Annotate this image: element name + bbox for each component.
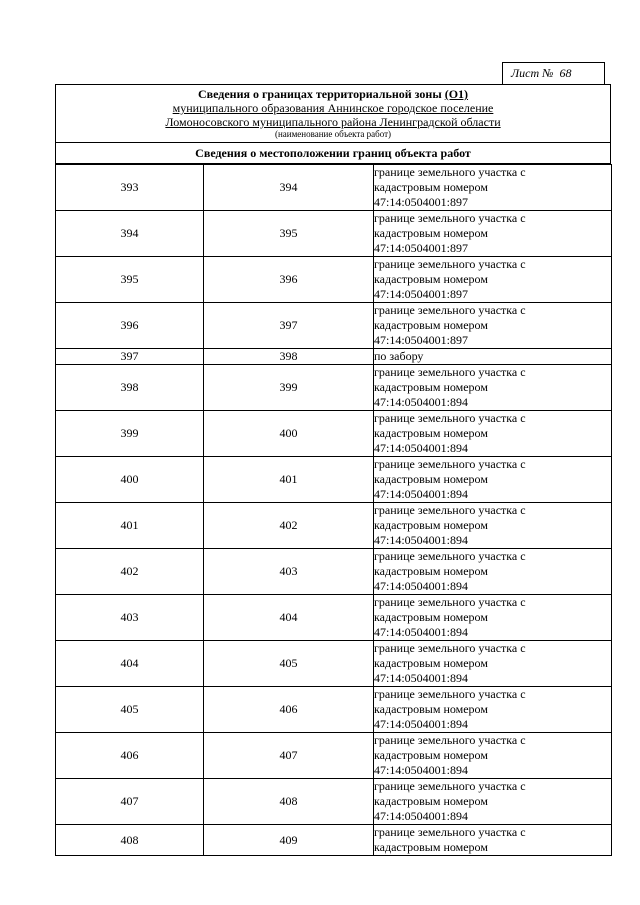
boundary-description-cell <box>374 349 612 365</box>
description-line: границе земельного участка с <box>374 641 526 655</box>
description-line: 47:14:0504001:894 <box>374 671 469 685</box>
description-line: кадастровым номером <box>374 702 488 716</box>
table-row <box>56 257 612 303</box>
table-row <box>56 595 612 641</box>
point-to-cell: 404 <box>204 595 374 641</box>
boundary-description-cell <box>374 825 612 856</box>
header-district: Ломоносовского муниципального района Ленинградской области <box>165 115 501 129</box>
point-from-cell: 404 <box>56 641 204 687</box>
point-from-cell: 402 <box>56 549 204 595</box>
document-header <box>55 84 611 164</box>
table-row <box>56 349 612 365</box>
boundary-table-body <box>56 165 612 856</box>
description-line: кадастровым номером <box>374 656 488 670</box>
table-row <box>56 549 612 595</box>
table-row <box>56 211 612 257</box>
description-line: границе земельного участка с <box>374 257 526 271</box>
description-line: границе земельного участка с <box>374 165 526 179</box>
point-to-cell: 401 <box>204 457 374 503</box>
description-line: границе земельного участка с <box>374 303 526 317</box>
table-row <box>56 733 612 779</box>
sheet-label: Лист № <box>511 66 554 80</box>
table-row <box>56 411 612 457</box>
description-line: кадастровым номером <box>374 748 488 762</box>
boundary-description-cell <box>374 257 612 303</box>
point-from-cell: 399 <box>56 411 204 457</box>
table-row <box>56 641 612 687</box>
boundary-description-cell <box>374 303 612 349</box>
point-from-cell: 406 <box>56 733 204 779</box>
description-line: 47:14:0504001:894 <box>374 809 469 823</box>
point-to-cell: 397 <box>204 303 374 349</box>
description-line: кадастровым номером <box>374 472 488 486</box>
point-from-cell: 405 <box>56 687 204 733</box>
description-line: 47:14:0504001:894 <box>374 487 469 501</box>
description-line: 47:14:0504001:894 <box>374 533 469 547</box>
description-line: 47:14:0504001:894 <box>374 763 469 777</box>
description-line: границе земельного участка с <box>374 595 526 609</box>
description-line: 47:14:0504001:897 <box>374 195 469 209</box>
description-line: кадастровым номером <box>374 610 488 624</box>
point-to-cell: 402 <box>204 503 374 549</box>
point-from-cell: 395 <box>56 257 204 303</box>
table-row <box>56 503 612 549</box>
description-line: 47:14:0504001:897 <box>374 241 469 255</box>
description-line: границе земельного участка с <box>374 411 526 425</box>
point-to-cell: 396 <box>204 257 374 303</box>
sheet-number: 68 <box>559 66 572 80</box>
header-title <box>56 87 610 101</box>
description-line: границе земельного участка с <box>374 211 526 225</box>
boundary-description-cell <box>374 549 612 595</box>
point-to-cell: 395 <box>204 211 374 257</box>
header-title-zone: (О1) <box>444 87 469 101</box>
header-note: (наименование объекта работ) <box>274 129 392 139</box>
description-line: по забору <box>374 349 424 363</box>
table-row <box>56 365 612 411</box>
boundary-description-cell <box>374 365 612 411</box>
description-line: кадастровым номером <box>374 272 488 286</box>
description-line: границе земельного участка с <box>374 457 526 471</box>
boundary-description-cell <box>374 641 612 687</box>
description-line: кадастровым номером <box>374 318 488 332</box>
description-line: 47:14:0504001:897 <box>374 333 469 347</box>
point-from-cell: 396 <box>56 303 204 349</box>
description-line: кадастровым номером <box>374 794 488 808</box>
description-line: 47:14:0504001:894 <box>374 625 469 639</box>
boundary-description-cell <box>374 457 612 503</box>
point-from-cell: 403 <box>56 595 204 641</box>
point-to-cell: 407 <box>204 733 374 779</box>
description-line: 47:14:0504001:894 <box>374 395 469 409</box>
table-row <box>56 825 612 856</box>
description-line: границе земельного участка с <box>374 733 526 747</box>
description-line: 47:14:0504001:897 <box>374 287 469 301</box>
table-row <box>56 457 612 503</box>
boundary-description-cell <box>374 687 612 733</box>
point-from-cell: 398 <box>56 365 204 411</box>
header-title-prefix: Сведения о границах территориальной зоны <box>197 87 445 101</box>
description-line: границе земельного участка с <box>374 503 526 517</box>
description-line: границе земельного участка с <box>374 825 526 839</box>
table-row <box>56 687 612 733</box>
boundary-description-cell <box>374 779 612 825</box>
point-to-cell: 406 <box>204 687 374 733</box>
description-line: кадастровым номером <box>374 380 488 394</box>
header-block <box>56 85 610 143</box>
description-line: кадастровым номером <box>374 518 488 532</box>
table-row <box>56 779 612 825</box>
description-line: кадастровым номером <box>374 564 488 578</box>
point-from-cell: 407 <box>56 779 204 825</box>
point-from-cell: 400 <box>56 457 204 503</box>
boundary-description-cell <box>374 503 612 549</box>
point-from-cell: 393 <box>56 165 204 211</box>
point-to-cell: 394 <box>204 165 374 211</box>
point-from-cell: 401 <box>56 503 204 549</box>
boundary-description-cell <box>374 733 612 779</box>
point-from-cell: 408 <box>56 825 204 856</box>
description-line: 47:14:0504001:894 <box>374 717 469 731</box>
header-municipality: муниципального образования Аннинское городское поселение <box>172 101 494 115</box>
description-line: 47:14:0504001:894 <box>374 579 469 593</box>
boundary-description-cell <box>374 411 612 457</box>
header-subtitle: Сведения о местоположении границ объекта работ <box>195 146 471 160</box>
boundary-description-cell <box>374 211 612 257</box>
point-to-cell: 403 <box>204 549 374 595</box>
point-to-cell: 398 <box>204 349 374 365</box>
table-row <box>56 303 612 349</box>
point-to-cell: 408 <box>204 779 374 825</box>
point-to-cell: 399 <box>204 365 374 411</box>
description-line: кадастровым номером <box>374 426 488 440</box>
sheet-number-box <box>502 62 605 85</box>
description-line: границе земельного участка с <box>374 779 526 793</box>
boundary-table <box>55 164 612 856</box>
description-line: границе земельного участка с <box>374 549 526 563</box>
table-row <box>56 165 612 211</box>
point-to-cell: 409 <box>204 825 374 856</box>
boundary-description-cell <box>374 165 612 211</box>
description-line: 47:14:0504001:894 <box>374 441 469 455</box>
point-to-cell: 400 <box>204 411 374 457</box>
point-from-cell: 397 <box>56 349 204 365</box>
boundary-description-cell <box>374 595 612 641</box>
point-to-cell: 405 <box>204 641 374 687</box>
point-from-cell: 394 <box>56 211 204 257</box>
description-line: границе земельного участка с <box>374 365 526 379</box>
description-line: кадастровым номером <box>374 226 488 240</box>
description-line: кадастровым номером <box>374 180 488 194</box>
description-line: границе земельного участка с <box>374 687 526 701</box>
description-line: кадастровым номером <box>374 840 488 854</box>
